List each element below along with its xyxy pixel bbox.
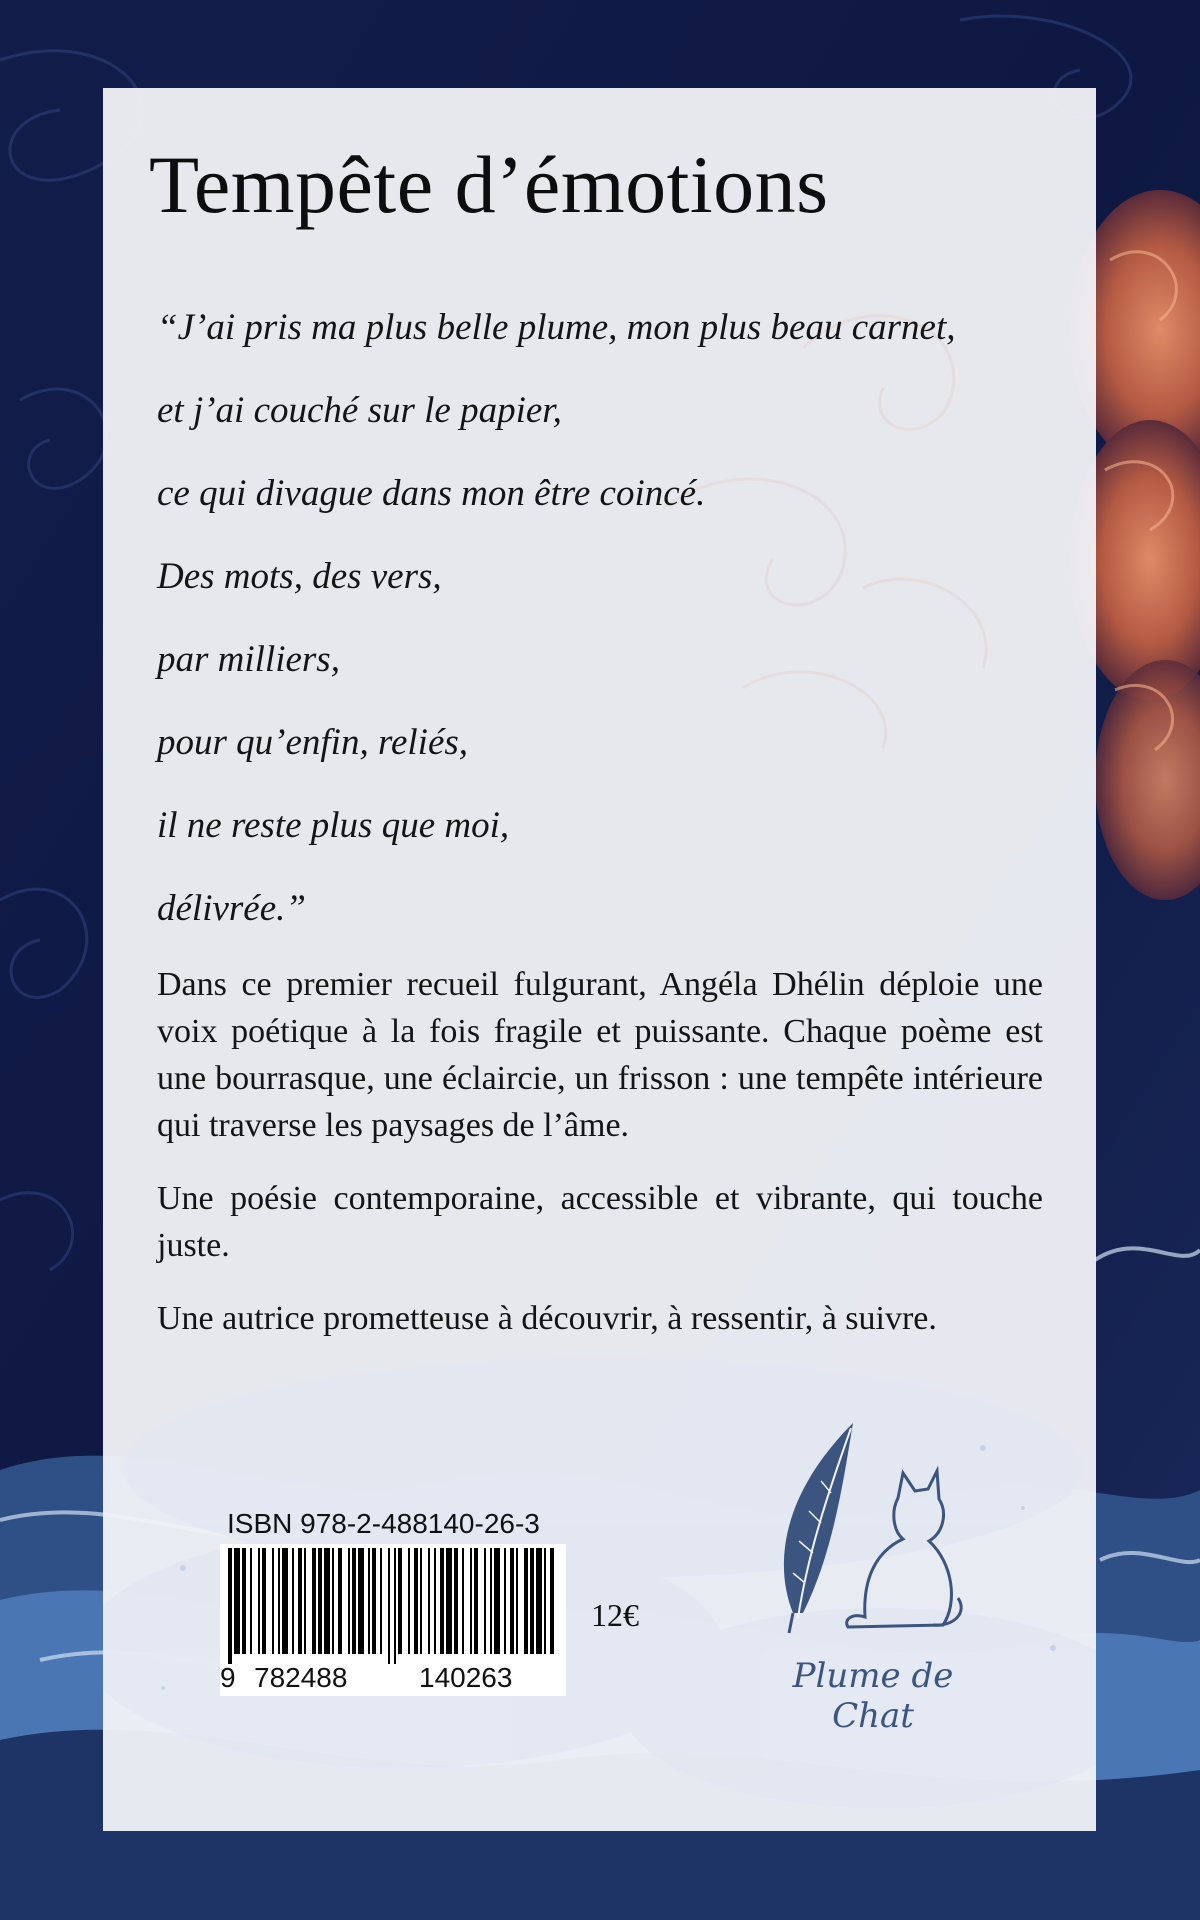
poem-line: ce qui divague dans mon être coincé. xyxy=(157,473,706,514)
barcode-right-group: 140263 xyxy=(419,1662,513,1693)
poem-line: délivrée.” xyxy=(157,888,306,929)
barcode-bar xyxy=(282,1548,288,1654)
barcode-bar xyxy=(278,1548,280,1654)
barcode-bar xyxy=(484,1548,486,1654)
barcode-bar xyxy=(434,1548,436,1654)
barcode-bar xyxy=(428,1548,430,1654)
barcode-bar xyxy=(398,1548,402,1654)
publisher-name: Plume de Chat xyxy=(792,1656,954,1736)
barcode-bar xyxy=(358,1548,364,1654)
barcode-bar xyxy=(372,1548,376,1654)
description-paragraph: Une autrice prometteuse à découvrir, à ressentir, à suivre. xyxy=(157,1300,937,1337)
barcode-bar xyxy=(304,1548,306,1654)
barcode-bar xyxy=(414,1548,418,1654)
barcode-bar xyxy=(474,1548,478,1654)
barcode-bar xyxy=(510,1548,514,1654)
barcode-bar xyxy=(516,1548,518,1654)
barcode-bar xyxy=(242,1548,246,1654)
barcode-bar xyxy=(338,1548,342,1654)
description-paragraph: Dans ce premier recueil fulgurant, Angéla Dhélin déploie une voix poétique à la fois fragile et puissante. Chaque poème est une bourrasque, une éclaircie, un frisson : une tempête intérieure qui traverse les paysages de l’âme. xyxy=(157,966,1043,1144)
poem-line: Des mots, des vers, xyxy=(157,556,442,597)
barcode-bar xyxy=(380,1548,382,1654)
barcode-bar xyxy=(462,1548,464,1654)
poem-line: et j’ai couché sur le papier, xyxy=(157,390,562,431)
barcode-first-digit: 9 xyxy=(220,1662,236,1693)
barcode-bar xyxy=(324,1548,330,1654)
barcode-bar xyxy=(352,1548,356,1654)
barcode-bars xyxy=(220,1544,566,1664)
barcode-bar xyxy=(394,1548,396,1664)
feather-cat-icon xyxy=(753,1413,983,1643)
barcode-bar xyxy=(490,1548,492,1654)
barcode-bar xyxy=(440,1548,444,1654)
barcode-bar xyxy=(470,1548,472,1654)
book-description xyxy=(157,961,1043,1368)
barcode-bar xyxy=(298,1548,302,1654)
barcode-bar xyxy=(446,1548,452,1654)
price-label: 12€ xyxy=(591,1597,639,1633)
barcode-left-group: 782488 xyxy=(254,1662,348,1693)
barcode-bar xyxy=(234,1548,240,1654)
barcode-bar xyxy=(408,1548,410,1654)
back-cover-panel xyxy=(103,88,1096,1831)
barcode-bar xyxy=(272,1548,274,1654)
poem-line: pour qu’enfin, reliés, xyxy=(157,722,469,763)
poem-line: par milliers, xyxy=(157,639,340,680)
barcode-bar xyxy=(544,1548,546,1654)
barcode-bar xyxy=(454,1548,458,1654)
barcode-bar xyxy=(332,1548,334,1654)
poem-line: il ne reste plus que moi, xyxy=(157,805,510,846)
isbn-barcode xyxy=(220,1544,566,1696)
barcode-bar xyxy=(494,1548,500,1654)
barcode-bar xyxy=(250,1548,252,1654)
barcode-bar xyxy=(388,1548,390,1664)
barcode-bar xyxy=(312,1548,316,1654)
description-paragraph: Une poésie contemporaine, accessible et vibrante, qui touche juste. xyxy=(157,1180,1043,1264)
barcode-bar xyxy=(292,1548,294,1654)
barcode-bar xyxy=(504,1548,506,1654)
barcode-bar xyxy=(228,1548,232,1664)
barcode-bar xyxy=(348,1548,350,1654)
poem-line: “J’ai pris ma plus belle plume, mon plus beau carnet, xyxy=(157,307,956,348)
barcode-bar xyxy=(524,1548,528,1654)
barcode-bar xyxy=(258,1548,260,1654)
book-title: Tempête d’émotions xyxy=(149,139,829,230)
barcode-bar xyxy=(262,1548,266,1654)
barcode-bar xyxy=(536,1548,542,1654)
barcode-bar xyxy=(368,1548,370,1654)
barcode-bar xyxy=(530,1548,534,1654)
barcode-bar xyxy=(318,1548,322,1654)
isbn-label: ISBN 978-2-488140-26-3 xyxy=(227,1508,540,1539)
poem-excerpt xyxy=(157,286,1057,950)
barcode-bar xyxy=(550,1548,554,1654)
barcode-bar xyxy=(420,1548,422,1654)
